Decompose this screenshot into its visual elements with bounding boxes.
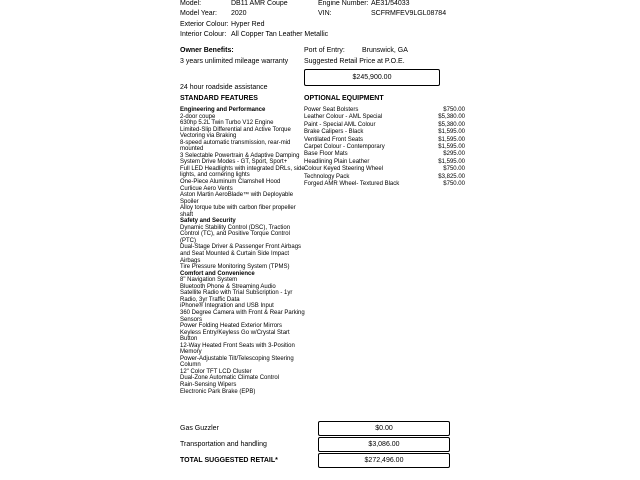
engine-label: Engine Number:	[318, 0, 369, 7]
feature-item: Limited-Slip Differential and Active Torque	[180, 126, 291, 133]
option-price: $295.00	[443, 151, 465, 158]
interior-colour-value: All Copper Tan Leather Metallic	[231, 31, 329, 38]
standard-features-title: STANDARD FEATURES	[180, 95, 258, 102]
feature-item: Sensors	[180, 316, 203, 323]
exterior-colour-label: Exterior Colour:	[180, 21, 229, 28]
owner-benefits-title: Owner Benefits:	[180, 47, 234, 54]
option-price: $1,595.00	[438, 136, 465, 143]
option-name: Brake Calipers - Black	[304, 129, 364, 136]
vin-value: SCFRMFEV9LGL08784	[371, 10, 447, 17]
feature-item: Rain-Sensing Wipers	[180, 381, 237, 388]
option-row	[304, 137, 465, 144]
feature-group-heading: Safety and Security	[180, 218, 236, 225]
gas-guzzler-box	[318, 421, 450, 436]
total-retail-value: $272,496.00	[364, 457, 404, 464]
msrp-value-box	[304, 69, 440, 86]
model-year-label: Model Year:	[180, 10, 217, 17]
feature-item: Dual-Zone Automatic Climate Control	[180, 375, 280, 382]
feature-item: Curlicue Aero Vents	[180, 185, 233, 192]
optional-equipment-list	[304, 107, 465, 188]
option-name: Power Seat Bolsters	[304, 107, 359, 113]
feature-item: Airbags	[180, 257, 201, 264]
option-row	[304, 174, 465, 181]
feature-item: (PTC)	[180, 237, 196, 244]
option-name: Leather Colour - AML Special	[304, 114, 383, 121]
msrp-value: $245,900.00	[352, 74, 392, 81]
option-price: $750.00	[443, 181, 465, 188]
feature-item: Control (TC), and Positive Torque Control	[180, 231, 290, 238]
option-row	[304, 181, 465, 188]
option-price: $750.00	[443, 166, 465, 173]
option-name: Paint - Special AML Colour	[304, 121, 376, 128]
option-price: $1,595.00	[438, 144, 465, 151]
option-price: $3,825.00	[438, 173, 465, 180]
gas-guzzler-label: Gas Guzzler	[180, 425, 219, 432]
feature-item: Vectoring via Braking	[180, 133, 237, 140]
option-row	[304, 107, 465, 114]
feature-item: Dynamic Stability Control (DSC), Traction	[180, 224, 291, 231]
feature-item: 8" Navigation System	[180, 277, 238, 284]
feature-item: 630hp 5.2L Twin Turbo V12 Engine	[180, 120, 274, 127]
vin-label: VIN:	[318, 10, 332, 17]
transportation-value: $3,086.00	[368, 441, 400, 448]
option-row	[304, 166, 465, 173]
option-price: $1,595.00	[438, 129, 465, 136]
total-retail-label: TOTAL SUGGESTED RETAIL*	[180, 457, 278, 464]
option-name: Headlining Plain Leather	[304, 158, 370, 165]
option-price: $5,380.00	[438, 114, 465, 121]
optional-equipment-title: OPTIONAL EQUIPMENT	[304, 95, 384, 102]
feature-item: Button	[180, 336, 198, 343]
option-name: Colour Keyed Steering Wheel	[304, 166, 384, 173]
total-retail-box	[318, 453, 450, 468]
feature-item: 2-door coupe	[180, 113, 216, 120]
feature-item: 12" Color TFT LCD Cluster	[180, 368, 252, 375]
option-name: Technology Pack	[304, 173, 350, 180]
transportation-label: Transportation and handling	[180, 441, 267, 448]
warranty-text: 3 years unlimited mileage warranty	[180, 58, 289, 65]
option-name: Base Floor Mats	[304, 151, 348, 158]
feature-item: Spoiler	[180, 198, 199, 205]
interior-colour-label: Interior Colour:	[180, 31, 227, 38]
model-value: DB11 AMR Coupe	[231, 0, 288, 7]
feature-item: Satellite Radio with Trial Subscription - 1yr	[180, 290, 293, 297]
feature-item: Full LED Headlights with integrated DRLs, side	[180, 165, 305, 172]
feature-item: One-Piece Aluminum Clamshell Hood	[180, 179, 281, 186]
feature-item: Memory	[180, 349, 202, 356]
option-price: $750.00	[443, 107, 465, 113]
feature-group-heading: Engineering and Performance	[180, 107, 266, 113]
option-row	[304, 159, 465, 166]
feature-item: Electronic Park Brake (EPB)	[180, 388, 256, 395]
option-row	[304, 151, 465, 158]
feature-item: 360 Degree Camera with Front & Rear Parking	[180, 309, 305, 316]
gas-guzzler-value: $0.00	[375, 425, 393, 432]
model-label: Model:	[180, 0, 202, 7]
feature-item: Alloy torque tube with carbon fiber propeller	[180, 205, 296, 212]
feature-item: 3 Selectable Powertrain & Adaptive Damping	[180, 152, 300, 159]
option-row	[304, 114, 465, 121]
option-price: $1,595.00	[438, 158, 465, 165]
option-name: Carpet Colour - Contemporary	[304, 144, 385, 151]
feature-item: Radio, 3yr Traffic Data	[180, 296, 240, 303]
feature-item: lights, and cornering lights	[180, 172, 250, 179]
feature-item: Power-Adjustable Tilt/Telescoping Steering	[180, 355, 294, 362]
transportation-box	[318, 437, 450, 452]
feature-item: mounted	[180, 146, 204, 153]
feature-item: Column	[180, 362, 201, 369]
option-name: Forged AMR Wheel- Textured Black	[304, 181, 400, 188]
port-of-entry-label: Port of Entry:	[304, 47, 345, 54]
feature-item: and Seat Mounted & Curtain Side Impact	[180, 251, 290, 258]
feature-item: System Drive Modes - GT, Sport, Sport+	[180, 159, 288, 166]
feature-item: shaft	[180, 211, 194, 218]
option-price: $5,380.00	[438, 121, 465, 128]
feature-item: Tire Pressure Monitoring System (TPMS)	[180, 264, 290, 271]
feature-item: Keyless Entry/Keyless Go w/Crystal Start	[180, 329, 290, 336]
feature-item: Aston Martin AeroBlade™ with Deployable	[180, 192, 294, 199]
feature-item: 8-speed automatic transmission, rear-mid	[180, 139, 291, 146]
feature-item: iPhone® Integration and USB Input	[180, 303, 274, 310]
feature-item: Bluetooth Phone & Streaming Audio	[180, 283, 276, 290]
engine-value: AE31/54033	[371, 0, 410, 7]
feature-item: 12-Way Heated Front Seats with 3-Position	[180, 342, 295, 349]
port-of-entry-value: Brunswick, GA	[362, 47, 408, 54]
exterior-colour-value: Hyper Red	[231, 21, 265, 28]
option-name: Ventilated Front Seats	[304, 136, 364, 143]
model-year-value: 2020	[231, 10, 247, 17]
standard-features-list	[180, 107, 305, 395]
option-row	[304, 122, 465, 129]
roadside-text: 24 hour roadside assistance	[180, 84, 268, 91]
msrp-label: Suggested Retail Price at P.O.E.	[304, 58, 405, 65]
feature-item: Dual-Stage Driver & Passenger Front Airbags	[180, 244, 302, 251]
feature-group-heading: Comfort and Convenience	[180, 270, 255, 277]
feature-item: Power Folding Heated Exterior Mirrors	[180, 323, 283, 330]
option-row	[304, 129, 465, 136]
option-row	[304, 144, 465, 151]
